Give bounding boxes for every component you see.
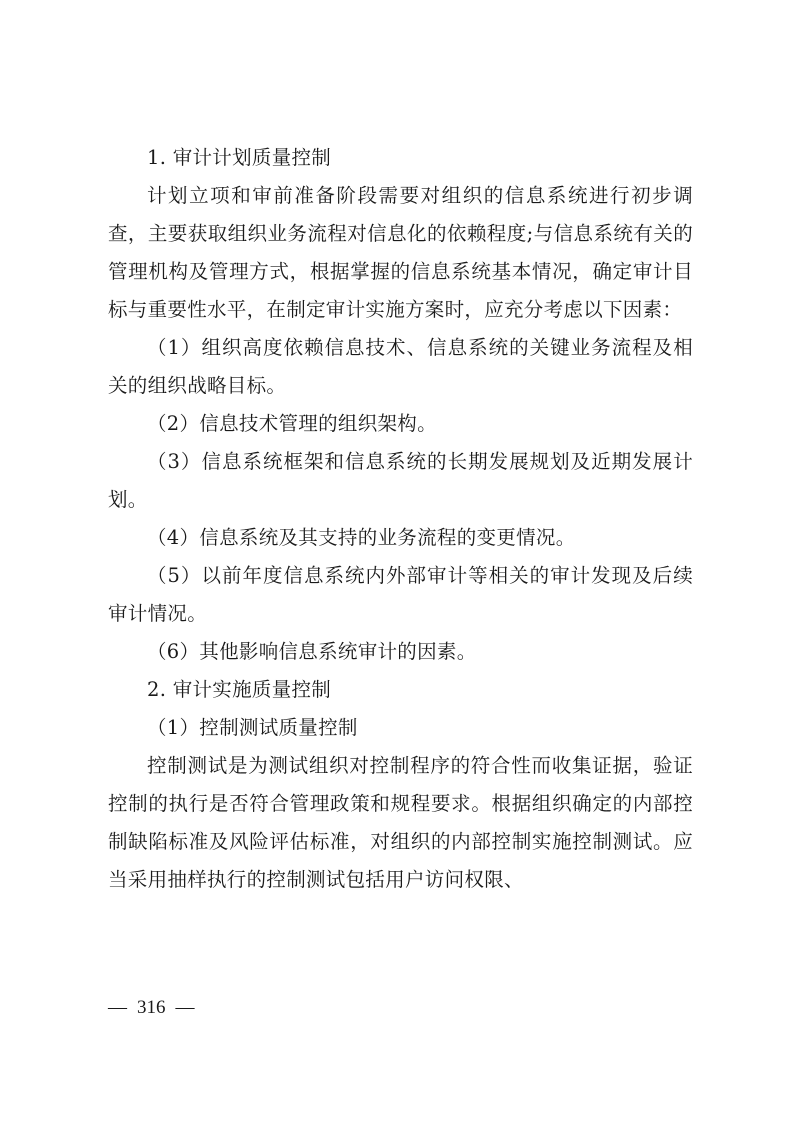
footer-dash-left: — bbox=[108, 997, 127, 1018]
paragraph-control-test: 控制测试是为测试组织对控制程序的符合性而收集证据，验证控制的执行是否符合管理政策和规程要求。根据组织确定的内部控制缺陷标准及风险评估标准，对组织的内部控制实施控制测试。应当采用抽样执行的控制测试包括用户访问权限、 bbox=[108, 754, 693, 891]
paragraph-plan-intro: 计划立项和审前准备阶段需要对组织的信息系统进行初步调查，主要获取组织业务流程对信息化的依赖程度;与信息系统有关的管理机构及管理方式，根据掌握的信息系统基本情况，确定审计目标与重要性水平，在制定审计实施方案时，应充分考虑以下因素： bbox=[108, 184, 693, 321]
list-item-6: （6）其他影响信息系统审计的因素。 bbox=[147, 640, 477, 663]
list-item-2: （2）信息技术管理的组织架构。 bbox=[147, 412, 437, 435]
section-heading-audit-plan: 1. 审计计划质量控制 bbox=[147, 146, 332, 169]
subsection-heading-control-test: （1）控制测试质量控制 bbox=[147, 716, 358, 739]
footer-dash-right: — bbox=[175, 997, 195, 1018]
list-item-4: （4）信息系统及其支持的业务流程的变更情况。 bbox=[147, 526, 576, 549]
section-heading-audit-implementation: 2. 审计实施质量控制 bbox=[147, 678, 332, 701]
list-item-5: （5）以前年度信息系统内外部审计等相关的审计发现及后续审计情况。 bbox=[108, 564, 693, 625]
body-text bbox=[108, 139, 693, 899]
list-item-1: （1）组织高度依赖信息技术、信息系统的关键业务流程及相关的组织战略目标。 bbox=[108, 336, 693, 397]
page-footer bbox=[108, 996, 195, 1020]
list-item-3: （3）信息系统框架和信息系统的长期发展规划及近期发展计划。 bbox=[108, 450, 693, 511]
page-number: 316 bbox=[137, 997, 166, 1018]
